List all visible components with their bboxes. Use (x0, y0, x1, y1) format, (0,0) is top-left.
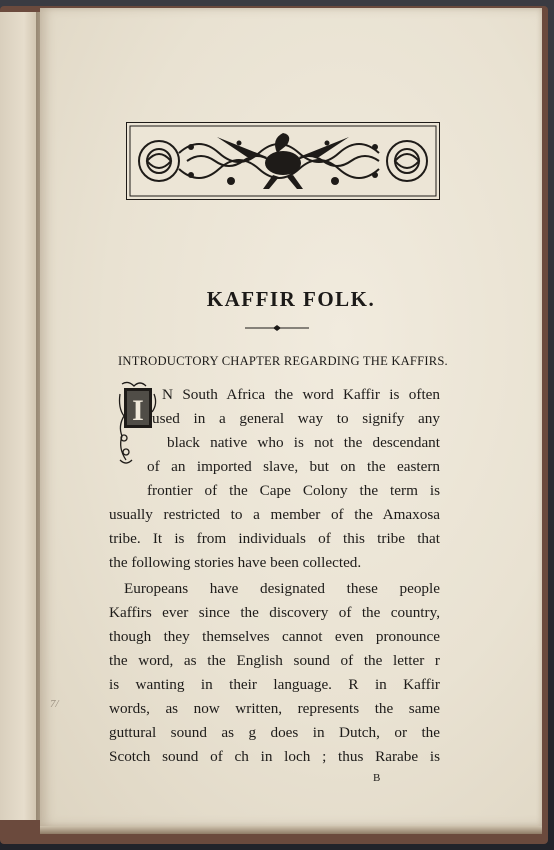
text-line: of an imported slave, but on the eastern (147, 458, 440, 475)
pencil-annotation: 7/ (50, 698, 59, 710)
ornamental-headpiece (126, 122, 440, 200)
chapter-heading: INTRODUCTORY CHAPTER REGARDING THE KAFFIRS. (118, 354, 448, 368)
text-line: Europeans have designated these people (124, 580, 440, 597)
text-line: is wanting in their language. R in Kaffir (109, 676, 440, 693)
text-line: though they themselves cannot even pronounce (109, 628, 440, 645)
book-title: KAFFIR FOLK. (206, 287, 376, 311)
text-line: the following stories have been collected. (109, 554, 362, 571)
text-line: Kaffirs ever since the discovery of the country, (109, 604, 440, 621)
page-bottom-edge (40, 826, 542, 834)
signature-mark: B (373, 772, 381, 784)
text-line: words, as now written, represents the same (109, 700, 440, 717)
text-line: frontier of the Cape Colony the term is (147, 482, 440, 499)
drop-cap-letter: I (132, 394, 144, 427)
text-line: the word, as the English sound of the letter r (109, 652, 440, 669)
title-rule (245, 324, 309, 332)
text-line: usually restricted to a member of the Amaxosa (109, 506, 440, 523)
text-line: guttural sound as g does in Dutch, or the (109, 724, 440, 741)
text-line: black native who is not the descendant (167, 434, 440, 451)
text-line: used in a general way to signify any (152, 410, 440, 427)
text-line: N South Africa the word Kaffir is often (162, 386, 440, 403)
text-line: tribe. It is from individuals of this tribe that (109, 530, 440, 547)
text-line: Scotch sound of ch in loch ; thus Rarabe is (109, 748, 440, 765)
